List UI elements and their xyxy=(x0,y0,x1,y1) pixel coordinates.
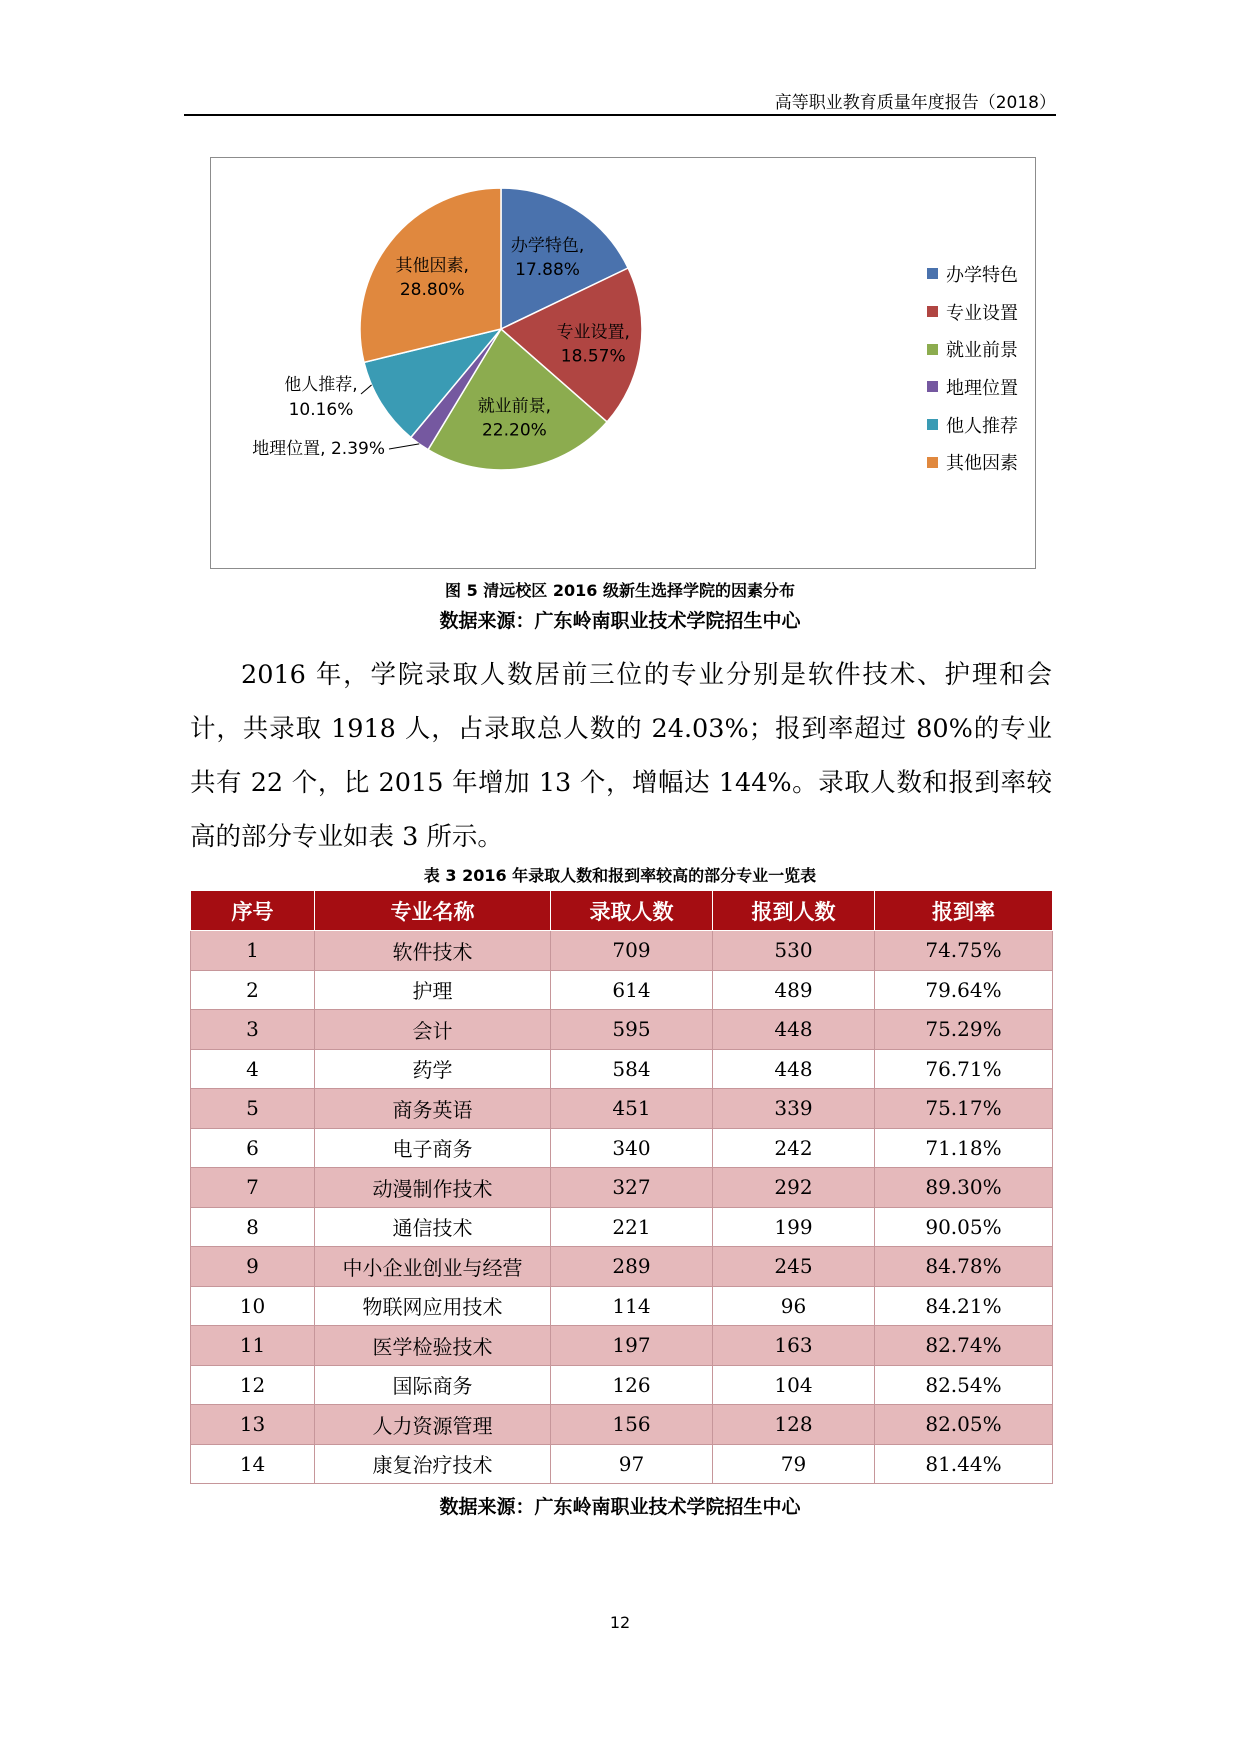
legend-swatch xyxy=(927,457,938,468)
figure-source: 数据来源：广东岭南职业技术学院招生中心 xyxy=(439,610,801,632)
cell-major: 康复治疗技术 xyxy=(315,1444,551,1484)
cell-admitted: 595 xyxy=(551,1010,713,1050)
cell-admitted: 584 xyxy=(551,1049,713,1089)
cell-rate: 84.78% xyxy=(875,1247,1053,1287)
cell-major: 动漫制作技术 xyxy=(315,1168,551,1208)
table-header-row xyxy=(191,891,1053,931)
figure-caption: 图 5 清远校区 2016 级新生选择学院的因素分布 xyxy=(445,581,795,600)
col-header-admitted: 录取人数 xyxy=(551,891,713,931)
cell-rate: 82.05% xyxy=(875,1405,1053,1445)
cell-enrolled: 242 xyxy=(713,1128,875,1168)
cell-index: 3 xyxy=(191,1010,315,1050)
slice-label-name: 办学特色, xyxy=(510,236,585,257)
slice-label-name: 就业前景, xyxy=(477,396,552,417)
cell-admitted: 340 xyxy=(551,1128,713,1168)
cell-enrolled: 163 xyxy=(713,1326,875,1366)
cell-rate: 75.17% xyxy=(875,1089,1053,1129)
cell-index: 4 xyxy=(191,1049,315,1089)
table-row xyxy=(191,1326,1053,1366)
cell-enrolled: 530 xyxy=(713,931,875,971)
table-row xyxy=(191,1444,1053,1484)
slice-label-name: 专业设置, xyxy=(556,322,630,343)
cell-admitted: 709 xyxy=(551,931,713,971)
col-header-rate: 报到率 xyxy=(875,891,1053,931)
cell-major: 人力资源管理 xyxy=(315,1405,551,1445)
pie-chart xyxy=(211,158,1037,570)
cell-rate: 82.54% xyxy=(875,1365,1053,1405)
cell-enrolled: 292 xyxy=(713,1168,875,1208)
cell-major: 电子商务 xyxy=(315,1128,551,1168)
cell-major: 国际商务 xyxy=(315,1365,551,1405)
pie-chart-frame xyxy=(210,157,1036,569)
cell-enrolled: 104 xyxy=(713,1365,875,1405)
cell-index: 6 xyxy=(191,1128,315,1168)
legend-label: 专业设置 xyxy=(946,302,1018,324)
slice-label-name: 其他因素, xyxy=(395,255,469,276)
table-row xyxy=(191,931,1053,971)
cell-index: 11 xyxy=(191,1326,315,1366)
legend-item xyxy=(927,368,1018,406)
slice-label-name: 他人推荐, xyxy=(284,375,358,395)
cell-rate: 71.18% xyxy=(875,1128,1053,1168)
cell-admitted: 114 xyxy=(551,1286,713,1326)
page-number: 12 xyxy=(609,1613,631,1632)
cell-rate: 81.44% xyxy=(875,1444,1053,1484)
legend-label: 他人推荐 xyxy=(946,415,1018,437)
cell-enrolled: 245 xyxy=(713,1247,875,1287)
cell-index: 12 xyxy=(191,1365,315,1405)
legend-item xyxy=(927,255,1018,293)
cell-admitted: 327 xyxy=(551,1168,713,1208)
cell-enrolled: 128 xyxy=(713,1405,875,1445)
cell-major: 中小企业创业与经营 xyxy=(315,1247,551,1287)
table-row xyxy=(191,1286,1053,1326)
majors-table xyxy=(190,890,1053,1484)
col-header-index: 序号 xyxy=(191,891,315,931)
cell-rate: 74.75% xyxy=(875,931,1053,971)
cell-index: 13 xyxy=(191,1405,315,1445)
cell-major: 护理 xyxy=(315,970,551,1010)
cell-enrolled: 489 xyxy=(713,970,875,1010)
slice-label-value: 18.57% xyxy=(560,346,626,367)
cell-major: 药学 xyxy=(315,1049,551,1089)
slice-label-value: 28.80% xyxy=(399,279,465,300)
cell-major: 软件技术 xyxy=(315,931,551,971)
cell-enrolled: 79 xyxy=(713,1444,875,1484)
col-header-enrolled: 报到人数 xyxy=(713,891,875,931)
cell-admitted: 289 xyxy=(551,1247,713,1287)
cell-index: 9 xyxy=(191,1247,315,1287)
legend-swatch xyxy=(927,419,938,430)
legend-label: 就业前景 xyxy=(946,340,1018,362)
cell-rate: 82.74% xyxy=(875,1326,1053,1366)
cell-rate: 89.30% xyxy=(875,1168,1053,1208)
legend-item xyxy=(927,443,1018,481)
cell-enrolled: 339 xyxy=(713,1089,875,1129)
table-source: 数据来源：广东岭南职业技术学院招生中心 xyxy=(439,1496,801,1518)
table-row xyxy=(191,1049,1053,1089)
cell-index: 2 xyxy=(191,970,315,1010)
legend-label: 其他因素 xyxy=(946,453,1018,475)
legend-swatch xyxy=(927,381,938,392)
slice-label-value: 17.88% xyxy=(515,260,580,281)
table-caption: 表 3 2016 年录取人数和报到率较高的部分专业一览表 xyxy=(423,866,817,885)
table-row xyxy=(191,970,1053,1010)
cell-index: 5 xyxy=(191,1089,315,1129)
legend-item xyxy=(927,330,1018,368)
cell-rate: 84.21% xyxy=(875,1286,1053,1326)
cell-major: 通信技术 xyxy=(315,1207,551,1247)
cell-enrolled: 448 xyxy=(713,1010,875,1050)
cell-major: 物联网应用技术 xyxy=(315,1286,551,1326)
cell-index: 8 xyxy=(191,1207,315,1247)
cell-enrolled: 448 xyxy=(713,1049,875,1089)
cell-major: 商务英语 xyxy=(315,1089,551,1129)
table-row xyxy=(191,1365,1053,1405)
legend-swatch xyxy=(927,306,938,317)
col-header-major: 专业名称 xyxy=(315,891,551,931)
table-body xyxy=(191,931,1053,1484)
slice-label-name-value: 地理位置, 2.39% xyxy=(252,439,385,459)
cell-admitted: 97 xyxy=(551,1444,713,1484)
legend-item xyxy=(927,406,1018,444)
table-row xyxy=(191,1168,1053,1208)
cell-rate: 76.71% xyxy=(875,1049,1053,1089)
cell-index: 14 xyxy=(191,1444,315,1484)
table-row xyxy=(191,1207,1053,1247)
header-rule xyxy=(184,114,1056,116)
cell-index: 7 xyxy=(191,1168,315,1208)
cell-rate: 90.05% xyxy=(875,1207,1053,1247)
table-row xyxy=(191,1128,1053,1168)
legend-item xyxy=(927,293,1018,331)
legend-swatch xyxy=(927,344,938,355)
cell-index: 10 xyxy=(191,1286,315,1326)
cell-rate: 75.29% xyxy=(875,1010,1053,1050)
cell-enrolled: 199 xyxy=(713,1207,875,1247)
table-row xyxy=(191,1089,1053,1129)
cell-rate: 79.64% xyxy=(875,970,1053,1010)
cell-enrolled: 96 xyxy=(713,1286,875,1326)
slice-label-value: 22.20% xyxy=(481,420,547,441)
cell-major: 医学检验技术 xyxy=(315,1326,551,1366)
body-paragraph: 2016 年，学院录取人数居前三位的专业分别是软件技术、护理和会计，共录取 1918 人，占录取总人数的 24.03%；报到率超过 80%的专业共有 22 个，比 2015 年增加 13 个，增幅达 144%。录取人数和报到率较高的部分专业如表 3 所示。 xyxy=(190,660,1052,852)
cell-major: 会计 xyxy=(315,1010,551,1050)
table-row xyxy=(191,1010,1053,1050)
cell-admitted: 126 xyxy=(551,1365,713,1405)
chart-legend xyxy=(927,255,1018,481)
cell-admitted: 221 xyxy=(551,1207,713,1247)
cell-admitted: 156 xyxy=(551,1405,713,1445)
legend-swatch xyxy=(927,268,938,279)
slice-label-value: 10.16% xyxy=(288,400,354,420)
table-row xyxy=(191,1405,1053,1445)
leader-line xyxy=(361,385,372,394)
cell-index: 1 xyxy=(191,931,315,971)
cell-admitted: 614 xyxy=(551,970,713,1010)
cell-admitted: 451 xyxy=(551,1089,713,1129)
legend-label: 办学特色 xyxy=(946,264,1018,286)
legend-label: 地理位置 xyxy=(946,377,1018,399)
table-row xyxy=(191,1247,1053,1287)
running-header: 高等职业教育质量年度报告（2018） xyxy=(774,93,1056,113)
cell-admitted: 197 xyxy=(551,1326,713,1366)
leader-line xyxy=(389,444,419,449)
